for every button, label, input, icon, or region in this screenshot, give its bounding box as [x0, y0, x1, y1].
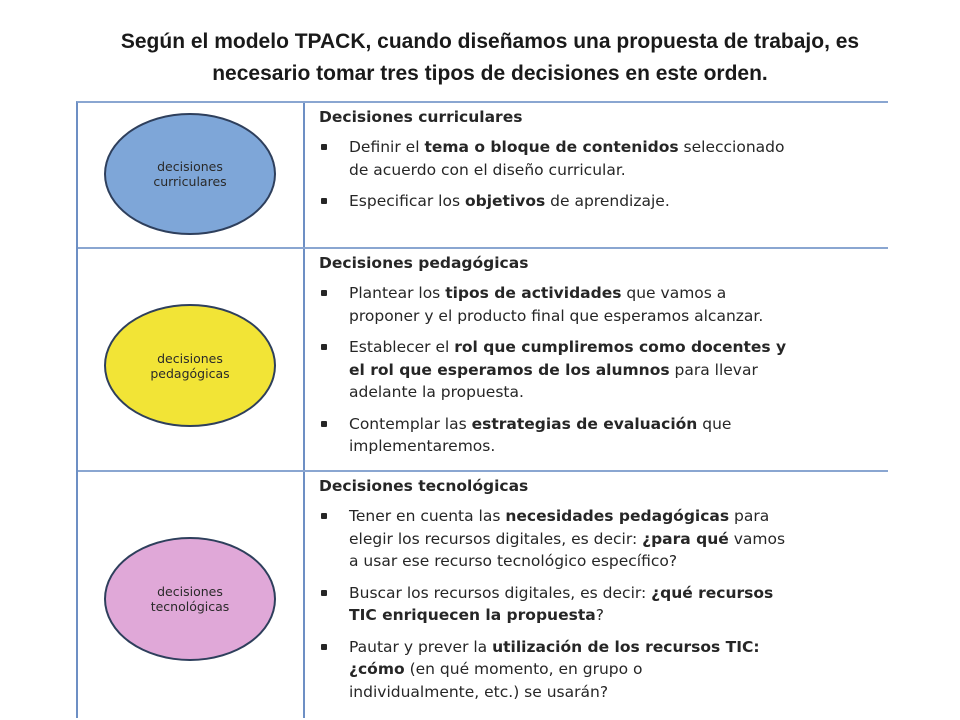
bullet-line: [349, 190, 888, 213]
circle-pedagogical-line-1: decisiones: [157, 350, 223, 366]
bullet-text: Tener en cuenta las: [349, 507, 506, 525]
bullet-text: que: [697, 414, 732, 433]
bullet-line: [349, 604, 888, 627]
row-curricular: [78, 103, 888, 249]
title-line-2: necesario tomar tres tipos de decisiones en este orden.: [212, 62, 768, 85]
decisions-table: [76, 101, 888, 718]
bullet-text: Contemplar las: [349, 414, 472, 433]
bullet-text: adelante la propuesta.: [349, 383, 524, 401]
right-cell-technological: [305, 472, 888, 718]
bullet-emphasis: objetivos: [464, 192, 546, 210]
bullet-text: vamos: [728, 529, 786, 548]
bullet-line: [349, 136, 888, 159]
right-cell-pedagogical: [305, 249, 888, 470]
bullet-line: [349, 305, 888, 328]
bullet-text: Plantear los: [349, 284, 446, 302]
bullet-text: para llevar: [669, 360, 758, 379]
bullet-line: [349, 413, 888, 436]
bullet-line: [349, 528, 888, 551]
heading-pedagogical: Decisiones pedagógicas: [319, 254, 529, 272]
bullet-emphasis: rol que cumpliremos como docentes y: [454, 338, 787, 356]
bullet-text: Buscar los recursos digitales, es decir:: [349, 583, 652, 602]
circle-pedagogical: [104, 304, 276, 427]
circle-curricular-line-1: decisiones: [157, 159, 223, 174]
bullet-text: para: [729, 507, 770, 525]
left-cell-technological: [78, 472, 305, 718]
bullet-text: Especificar los: [349, 192, 465, 210]
row-pedagogical: [78, 249, 888, 472]
circle-pedagogical-line-2: pedagógicas: [150, 365, 230, 381]
bullet-text: Definir el: [349, 138, 425, 156]
bullet-line: [349, 381, 888, 404]
bullet-text: Establecer el: [349, 338, 455, 356]
circle-technological-line-2: tecnológicas: [150, 599, 230, 614]
bullet-line: [349, 550, 888, 573]
circle-technological: [104, 537, 276, 661]
circle-curricular: [104, 113, 276, 235]
bullet-emphasis: tipos de actividades: [445, 284, 622, 302]
heading-curricular: Decisiones curriculares: [319, 108, 523, 126]
circle-technological-line-1: decisiones: [157, 584, 223, 599]
bullet-emphasis: ¿cómo: [349, 660, 405, 678]
bullet-list-technological: [319, 505, 888, 703]
bullet-text: seleccionado: [678, 138, 785, 156]
bullet-text: a usar ese recurso tecnológico específico?: [349, 552, 678, 570]
bullet-text: Pautar y prever la: [349, 637, 493, 656]
left-cell-curricular: [78, 103, 305, 247]
bullet-item: [319, 636, 888, 704]
bullet-line: [349, 582, 888, 605]
bullet-line: [349, 359, 888, 382]
bullet-emphasis: utilización de los recursos TIC:: [492, 637, 760, 656]
title-line-1: Según el modelo TPACK, cuando diseñamos una propuesta de trabajo, es: [120, 30, 860, 53]
bullet-emphasis: tema o bloque de contenidos: [424, 138, 679, 156]
bullet-line: [349, 658, 888, 681]
bullet-item: [319, 282, 888, 327]
bullet-emphasis: ¿para qué: [642, 529, 729, 548]
bullet-line: [349, 505, 888, 528]
bullet-item: [319, 413, 888, 458]
bullet-emphasis: TIC enriquecen la propuesta: [349, 606, 596, 624]
bullet-line: [349, 636, 888, 659]
bullet-item: [319, 582, 888, 627]
bullet-line: [349, 159, 888, 182]
bullet-text: de acuerdo con el diseño curricular.: [349, 160, 626, 179]
bullet-text: implementaremos.: [349, 437, 496, 455]
bullet-list-curricular: [319, 136, 888, 213]
bullet-text: (en qué momento, en grupo o: [404, 660, 643, 678]
heading-technological: Decisiones tecnológicas: [319, 477, 529, 495]
bullet-emphasis: estrategias de evaluación: [471, 414, 698, 433]
bullet-line: [349, 435, 888, 458]
bullet-item: [319, 505, 888, 573]
bullet-text: proponer y el producto final que esperamos alcanzar.: [349, 306, 764, 325]
bullet-text: elegir los recursos digitales, es decir:: [349, 529, 643, 548]
bullet-line: [349, 282, 888, 305]
bullet-list-pedagogical: [319, 282, 888, 458]
bullet-emphasis: el rol que esperamos de los alumnos: [349, 360, 670, 379]
bullet-emphasis: necesidades pedagógicas: [505, 507, 730, 525]
circle-curricular-line-2: curriculares: [153, 174, 227, 189]
bullet-line: [349, 336, 888, 359]
bullet-emphasis: ¿qué recursos: [651, 583, 774, 602]
bullet-line: [349, 681, 888, 704]
bullet-text: que vamos a: [621, 284, 727, 302]
bullet-text: individualmente, etc.) se usarán?: [349, 682, 609, 701]
bullet-item: [319, 336, 888, 404]
slide-title: [60, 26, 920, 90]
right-cell-curricular: [305, 103, 888, 247]
row-technological: [78, 472, 888, 718]
bullet-text: ?: [595, 606, 604, 624]
bullet-item: [319, 190, 888, 213]
left-cell-pedagogical: [78, 249, 305, 470]
bullet-text: de aprendizaje.: [545, 192, 670, 210]
bullet-item: [319, 136, 888, 181]
